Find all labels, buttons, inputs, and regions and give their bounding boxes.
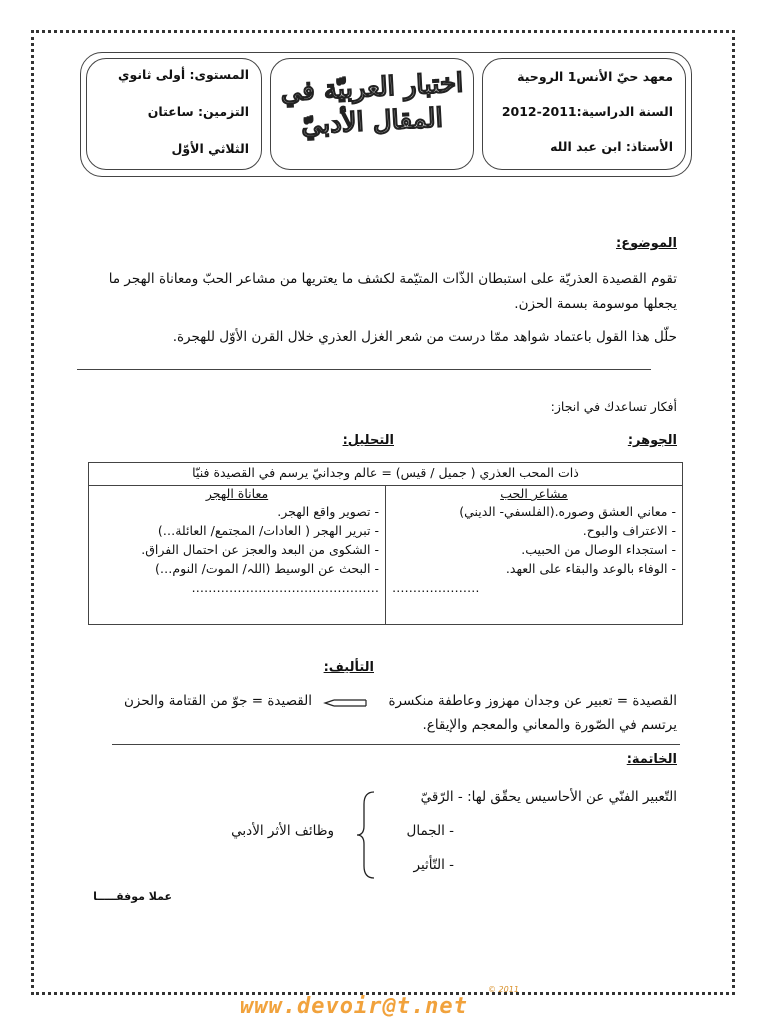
exam-title-line2: المقال الأدبيّ xyxy=(300,103,444,141)
list-item: - الوفاء بالوعد والبقاء على العهد. xyxy=(505,561,676,576)
essence-heading: الجوهر: xyxy=(627,433,677,448)
exam-info-box xyxy=(86,58,262,170)
watermark-year: © 2011 xyxy=(488,985,519,994)
conclusion-item-beauty: - الجمال xyxy=(406,823,454,839)
list-item: - تصوير واقع الهجر. xyxy=(277,504,379,519)
conclusion-line-1: التّعبير الفنّي عن الأحاسيس يحقّق لها: - الرّقيّ xyxy=(420,789,677,805)
list-item: - معاني العشق وصوره.(الفلسفي- الديني) xyxy=(459,504,676,519)
list-item: - الاعتراف والبوح. xyxy=(582,523,676,538)
subject-line-1: تقوم القصيدة العذريّة على استبطان الذّات المتيّمة لكشف ما يعتريها من مشاعر الحبّ ومعاناة الهجر ما xyxy=(108,271,677,287)
separation-suffering-title: معاناة الهجر xyxy=(205,486,269,501)
exam-title-line1: اختبار العربيّة في xyxy=(279,68,465,108)
ideas-label: أفكار تساعدك في انجاز: xyxy=(550,399,677,414)
synthesis-line-2: يرتسم في الصّورة والمعاني والمعجم والإيقاع. xyxy=(422,717,677,733)
synthesis-heading: التأليف: xyxy=(323,660,374,675)
table-header-cell: ذات المحب العذري ( جميل / قيس) = عالم وجدانيّ يرسم في القصيدة فنيّا xyxy=(89,463,683,486)
school-name: معهد حيّ الأنس1 الروحية xyxy=(517,69,673,84)
divider-line xyxy=(77,369,651,370)
left-arrow-icon xyxy=(322,697,368,709)
closing-wish: عملا موفقـــــا xyxy=(93,890,172,903)
conclusion-item-impact: - التّأثير xyxy=(413,857,454,873)
list-item: ………………… xyxy=(392,580,480,595)
subject-line-3: حلّل هذا القول باعتماد شواهد ممّا درست من شعر الغزل العذري خلال القرن الأوّل للهجرة. xyxy=(172,329,677,345)
list-item: - الشكوى من البعد والعجز عن احتمال الفراق. xyxy=(141,542,379,557)
teacher-name: الأستاذ: ابن عبد الله xyxy=(550,139,673,154)
divider-line xyxy=(112,744,680,745)
synthesis-left: القصيدة = جوّ من القتامة والحزن xyxy=(123,693,312,709)
list-item: - استجداء الوصال من الحبيب. xyxy=(521,542,676,557)
literary-work-functions: وظائف الأثر الأدبي xyxy=(231,823,334,839)
school-year: السنة الدراسية:2011-2012 xyxy=(501,104,673,119)
site-watermark: www.devoir@t.net xyxy=(240,994,468,1019)
conclusion-heading: الخاتمة: xyxy=(626,752,677,767)
analysis-heading: التحليل: xyxy=(342,433,394,448)
analysis-table xyxy=(88,462,683,625)
subject-heading: الموضوع: xyxy=(616,236,677,251)
exam-title-box xyxy=(270,58,474,170)
exam-term: الثلاثي الأوّل xyxy=(171,141,249,156)
exam-level: المستوى: أولى ثانوي xyxy=(118,67,249,82)
list-item: ……………………………………… xyxy=(191,580,379,595)
subject-line-2: يجعلها موسومة بسمة الحزن. xyxy=(514,296,677,312)
list-item: - تبرير الهجر ( العادات/ المجتمع/ العائلة…) xyxy=(157,523,379,538)
synthesis-right: القصيدة = تعبير عن وجدان مهزوز وعاطفة منكسرة xyxy=(388,693,677,709)
separation-suffering-column xyxy=(89,486,386,625)
love-feelings-title: مشاعر الحب xyxy=(500,486,568,501)
love-feelings-column xyxy=(386,486,683,625)
school-info-box xyxy=(482,58,686,170)
brace-icon xyxy=(354,790,378,880)
list-item: - البحث عن الوسيط (اللہ/ الموت/ النوم…) xyxy=(155,561,379,576)
exam-duration: التزمين: ساعتان xyxy=(147,104,249,119)
